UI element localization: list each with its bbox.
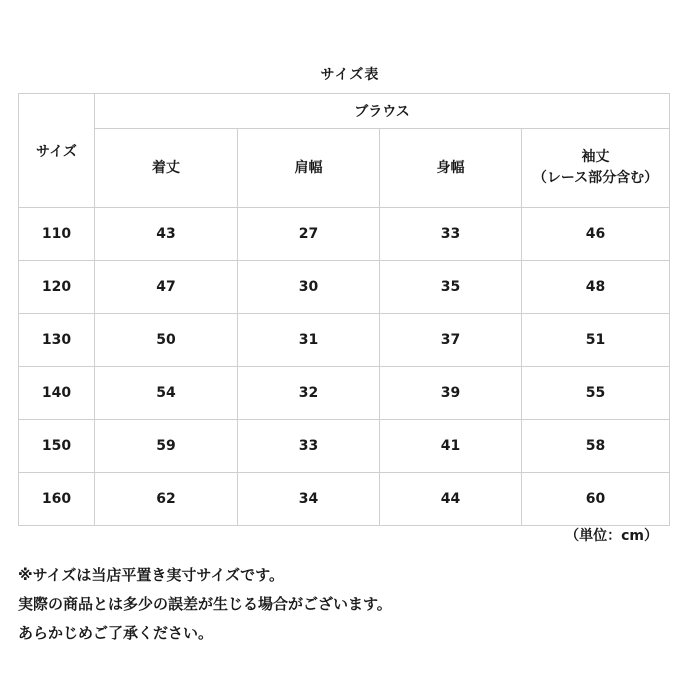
column-header-sleeve-note: （レース部分含む） xyxy=(532,170,659,186)
chest-cell: 44 xyxy=(380,473,522,526)
shoulder-cell: 32 xyxy=(238,367,380,420)
table-row xyxy=(19,208,670,261)
length-cell: 50 xyxy=(95,314,238,367)
chest-cell: 39 xyxy=(380,367,522,420)
size-cell: 140 xyxy=(19,367,95,420)
sleeve-cell: 58 xyxy=(522,420,670,473)
length-cell: 43 xyxy=(95,208,238,261)
column-header-chest: 身幅 xyxy=(380,129,522,208)
size-cell: 110 xyxy=(19,208,95,261)
note-line: あらかじめご了承ください。 xyxy=(18,624,214,642)
chest-cell: 33 xyxy=(380,208,522,261)
shoulder-cell: 27 xyxy=(238,208,380,261)
shoulder-cell: 33 xyxy=(238,420,380,473)
size-cell: 150 xyxy=(19,420,95,473)
length-cell: 59 xyxy=(95,420,238,473)
sleeve-cell: 48 xyxy=(522,261,670,314)
note-line: 実際の商品とは多少の誤差が生じる場合がございます。 xyxy=(18,595,392,613)
size-cell: 130 xyxy=(19,314,95,367)
shoulder-cell: 31 xyxy=(238,314,380,367)
notes xyxy=(18,561,392,648)
sleeve-cell: 55 xyxy=(522,367,670,420)
unit-note: （単位：cm） xyxy=(565,528,658,544)
chest-cell: 37 xyxy=(380,314,522,367)
table-column-header-row xyxy=(19,129,670,208)
sleeve-cell: 51 xyxy=(522,314,670,367)
sleeve-cell: 60 xyxy=(522,473,670,526)
length-cell: 54 xyxy=(95,367,238,420)
table-row xyxy=(19,473,670,526)
page-title: サイズ表 xyxy=(320,67,380,83)
size-column-header: サイズ xyxy=(19,94,95,208)
table-row xyxy=(19,314,670,367)
size-cell: 120 xyxy=(19,261,95,314)
length-cell: 62 xyxy=(95,473,238,526)
note-line: ※サイズは当店平置き実寸サイズです。 xyxy=(18,566,284,584)
size-cell: 160 xyxy=(19,473,95,526)
chest-cell: 35 xyxy=(380,261,522,314)
sleeve-cell: 46 xyxy=(522,208,670,261)
column-header-shoulder: 肩幅 xyxy=(238,129,380,208)
blouse-group-header: ブラウス xyxy=(95,94,670,129)
table-row xyxy=(19,420,670,473)
column-header-length: 着丈 xyxy=(95,129,238,208)
chest-cell: 41 xyxy=(380,420,522,473)
shoulder-cell: 34 xyxy=(238,473,380,526)
column-header-sleeve: 袖丈 （レース部分含む） xyxy=(522,129,670,208)
table-header-row xyxy=(19,94,670,129)
size-table xyxy=(18,93,670,526)
table-row xyxy=(19,261,670,314)
table-row xyxy=(19,367,670,420)
length-cell: 47 xyxy=(95,261,238,314)
shoulder-cell: 30 xyxy=(238,261,380,314)
